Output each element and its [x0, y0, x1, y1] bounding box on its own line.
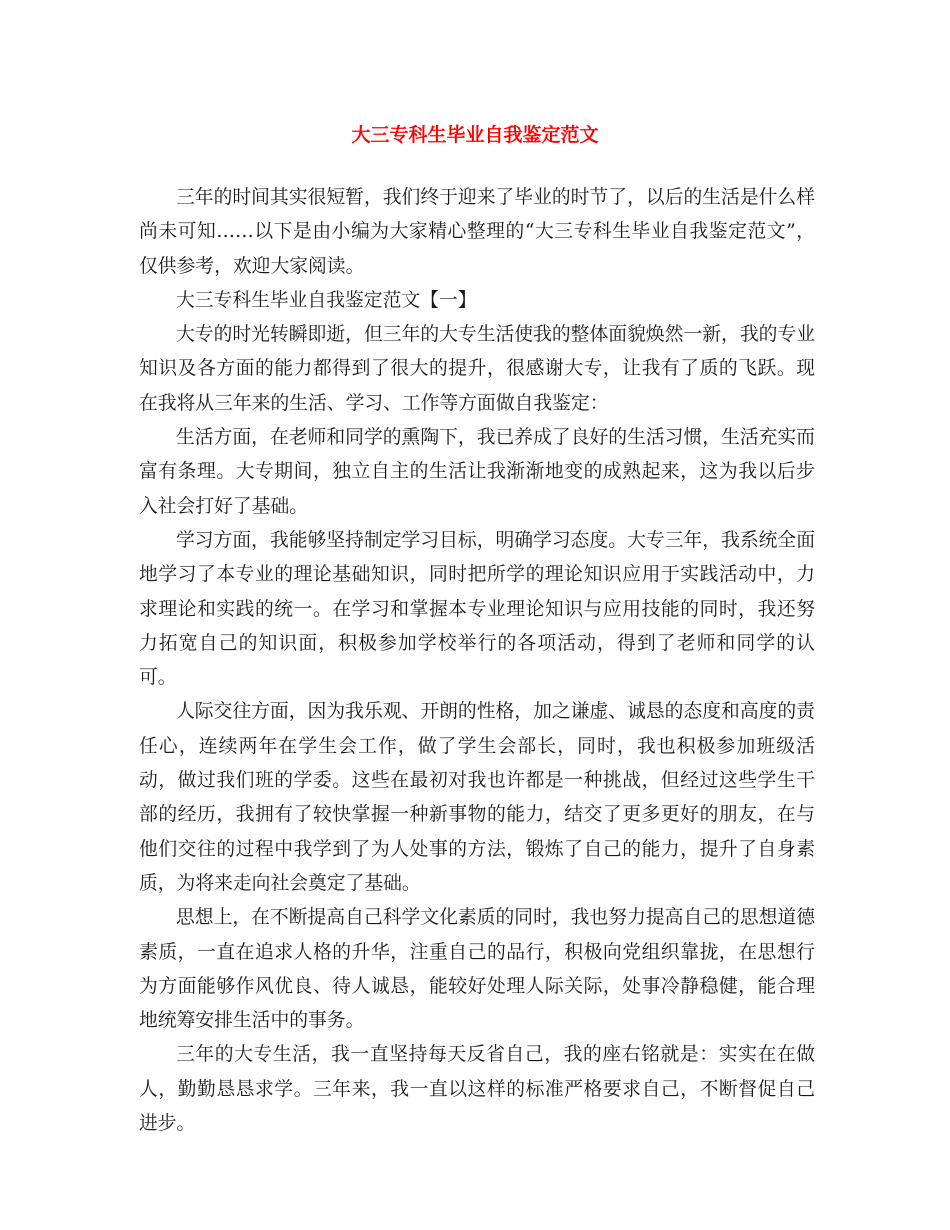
- section-heading: 大三专科生毕业自我鉴定范文【一】: [176, 289, 477, 311]
- body-paragraph: 生活方面，在老师和同学的熏陶下，我已养成了良好的生活习惯，生活充实而富有条理。大专期间，独立自主的生活让我渐渐地变的成熟起来，这为我以后步入社会打好了基础。: [139, 427, 815, 517]
- document-body: [139, 181, 815, 1141]
- body-paragraph: 三年的大专生活，我一直坚持每天反省自己，我的座右铭就是：实实在在做人，勤勤恳恳求学。三年来，我一直以这样的标准严格要求自己，不断督促自己进步。: [139, 1044, 815, 1135]
- intro-paragraph: 三年的时间其实很短暂，我们终于迎来了毕业的时节了，以后的生活是什么样尚未可知……以下是由小编为大家精心整理的“大三专科生毕业自我鉴定范文”，仅供参考，欢迎大家阅读。: [139, 187, 815, 277]
- document-title: 大三专科生毕业自我鉴定范文: [351, 124, 599, 146]
- body-paragraph: 思想上，在不断提高自己科学文化素质的同时，我也努力提高自己的思想道德素质，一直在追求人格的升华，注重自己的品行，积极向党组织靠拢，在思想行为方面能够作风优良、待人诚恳，能较好处理人际关际，处事冷静稳健，能合理地统筹安排生活中的事务。: [139, 907, 815, 1032]
- body-paragraph: 人际交往方面，因为我乐观、开朗的性格，加之谦虚、诚恳的态度和高度的责任心，连续两年在学生会工作，做了学生会部长，同时，我也积极参加班级活动，做过我们班的学委。这些在最初对我也许都是一种挑战，但经过这些学生干部的经历，我拥有了较快掌握一种新事物的能力，结交了更多更好的朋友，在与他们交往的过程中我学到了为人处事的方法，锻炼了自己的能力，提升了自身素质，为将来走向社会奠定了基础。: [139, 701, 815, 894]
- body-paragraph: 学习方面，我能够坚持制定学习目标，明确学习态度。大专三年，我系统全面地学习了本专业的理论基础知识，同时把所学的理论知识应用于实践活动中，力求理论和实践的统一。在学习和掌握本专业理论知识与应用技能的同时，我还努力拓宽自己的知识面，积极参加学校举行的各项活动，得到了老师和同学的认可。: [139, 529, 815, 689]
- body-paragraph: 大专的时光转瞬即逝，但三年的大专生活使我的整体面貌焕然一新，我的专业知识及各方面的能力都得到了很大的提升，很感谢大专，让我有了质的飞跃。现在我将从三年来的生活、学习、工作等方面做自我鉴定：: [139, 324, 815, 414]
